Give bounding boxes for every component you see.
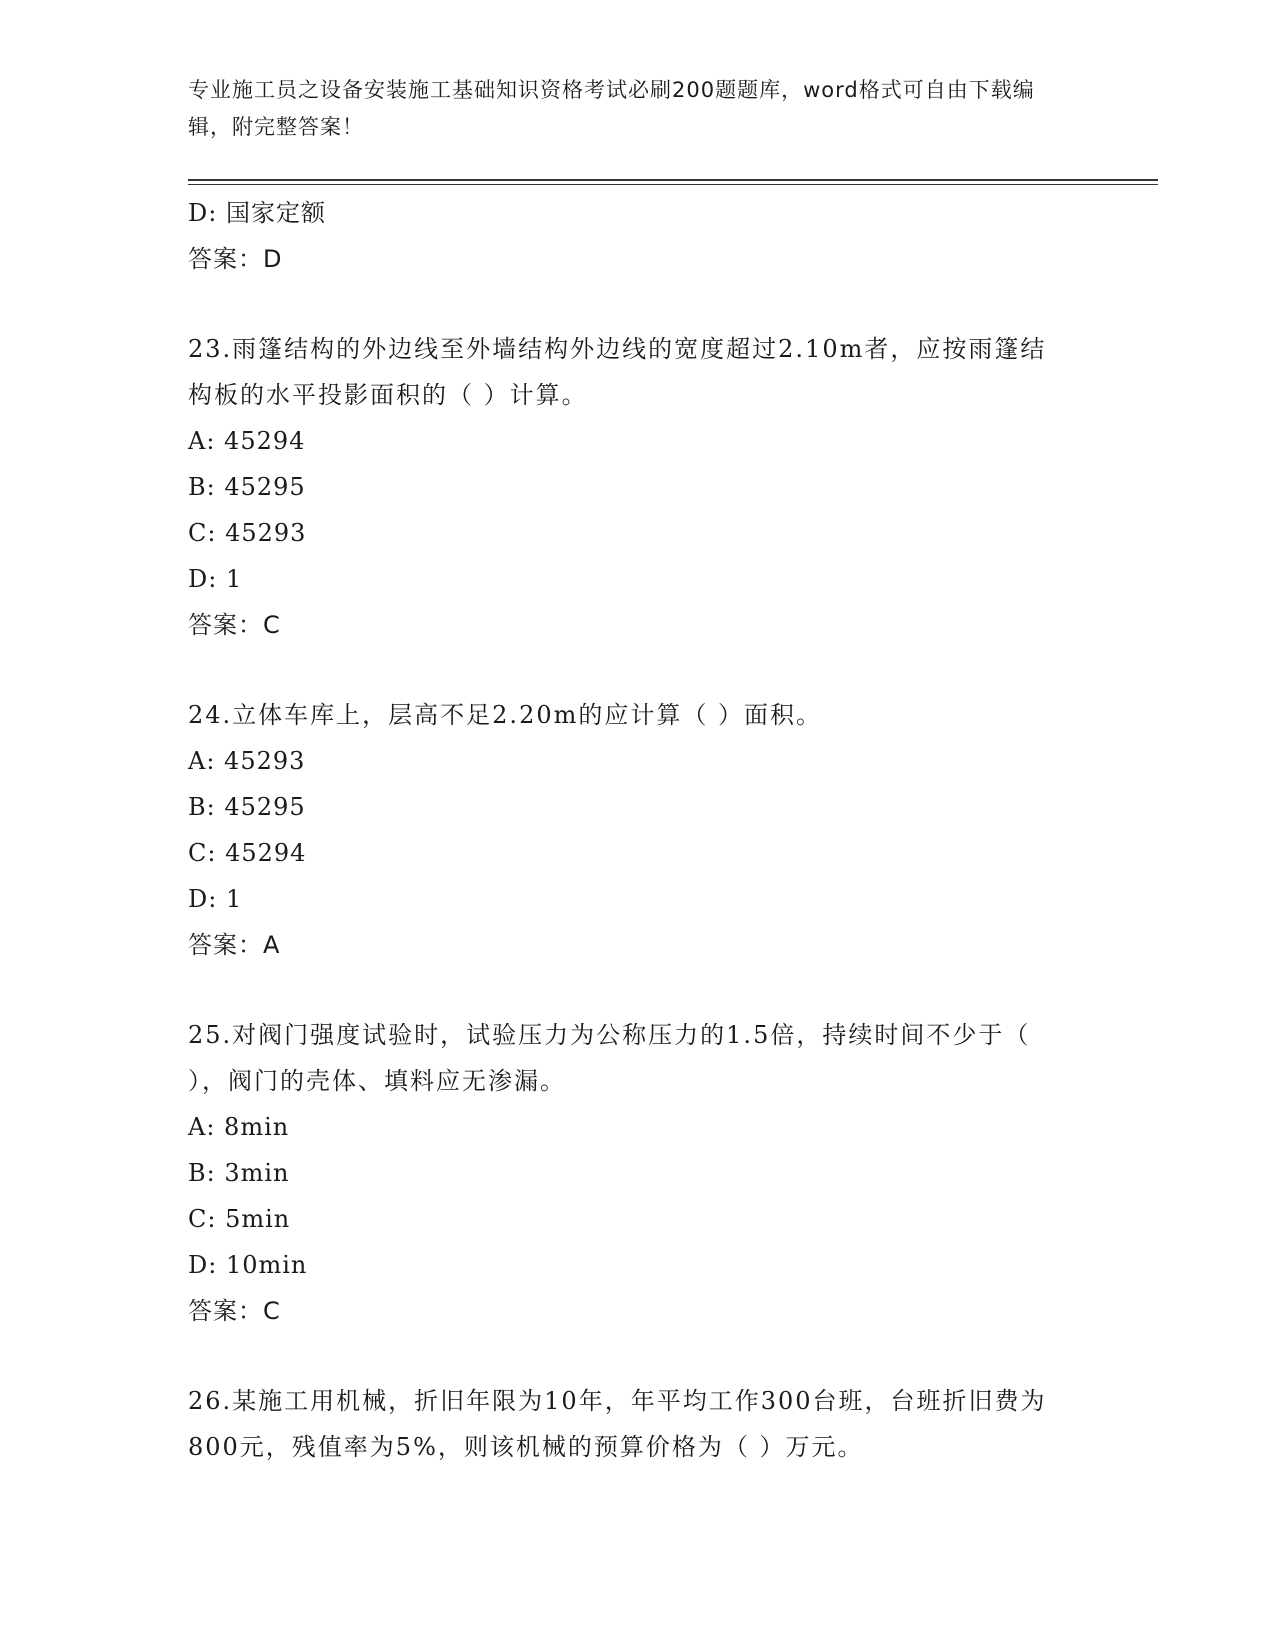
option-b: B: 45295	[188, 473, 306, 501]
option-d: D: 国家定额	[188, 199, 326, 227]
question-stem: 24.立体车库上，层高不足2.20m的应计算（ ）面积。	[188, 701, 822, 729]
question-stem: 26.某施工用机械，折旧年限为10年，年平均工作300台班，台班折旧费为800元，残值率为5%，则该机械的预算价格为（ ）万元。	[188, 1387, 1047, 1461]
option-c: C: 45293	[188, 519, 307, 547]
question-23	[188, 326, 1068, 648]
question-stem: 25.对阀门强度试验时，试验压力为公称压力的1.5倍，持续时间不少于（ ），阀门的壳体、填料应无渗漏。	[188, 1021, 1031, 1095]
question-25	[188, 1012, 1068, 1334]
header-divider	[188, 179, 1158, 185]
option-c: C: 45294	[188, 839, 307, 867]
option-d: D: 1	[188, 565, 243, 593]
option-a: A: 8min	[188, 1113, 290, 1141]
question-24	[188, 692, 1068, 968]
option-d: D: 1	[188, 885, 243, 913]
option-b: B: 45295	[188, 793, 306, 821]
option-d: D: 10min	[188, 1251, 308, 1279]
question-26	[188, 1378, 1068, 1470]
option-b: B: 3min	[188, 1159, 290, 1187]
option-c: C: 5min	[188, 1205, 291, 1233]
option-a: A: 45293	[188, 747, 306, 775]
answer-line: 答案：D	[188, 245, 283, 273]
page-header: 专业施工员之设备安装施工基础知识资格考试必刷200题题库，word格式可自由下载编辑，附完整答案！	[188, 78, 1035, 139]
answer-line: 答案：C	[188, 611, 281, 639]
answer-line: 答案：C	[188, 1297, 281, 1325]
option-a: A: 45294	[188, 427, 306, 455]
document-body	[188, 190, 1068, 1470]
question-stem: 23.雨篷结构的外边线至外墙结构外边线的宽度超过2.10m者，应按雨篷结构板的水平投影面积的（ ）计算。	[188, 335, 1047, 409]
answer-line: 答案：A	[188, 931, 281, 959]
